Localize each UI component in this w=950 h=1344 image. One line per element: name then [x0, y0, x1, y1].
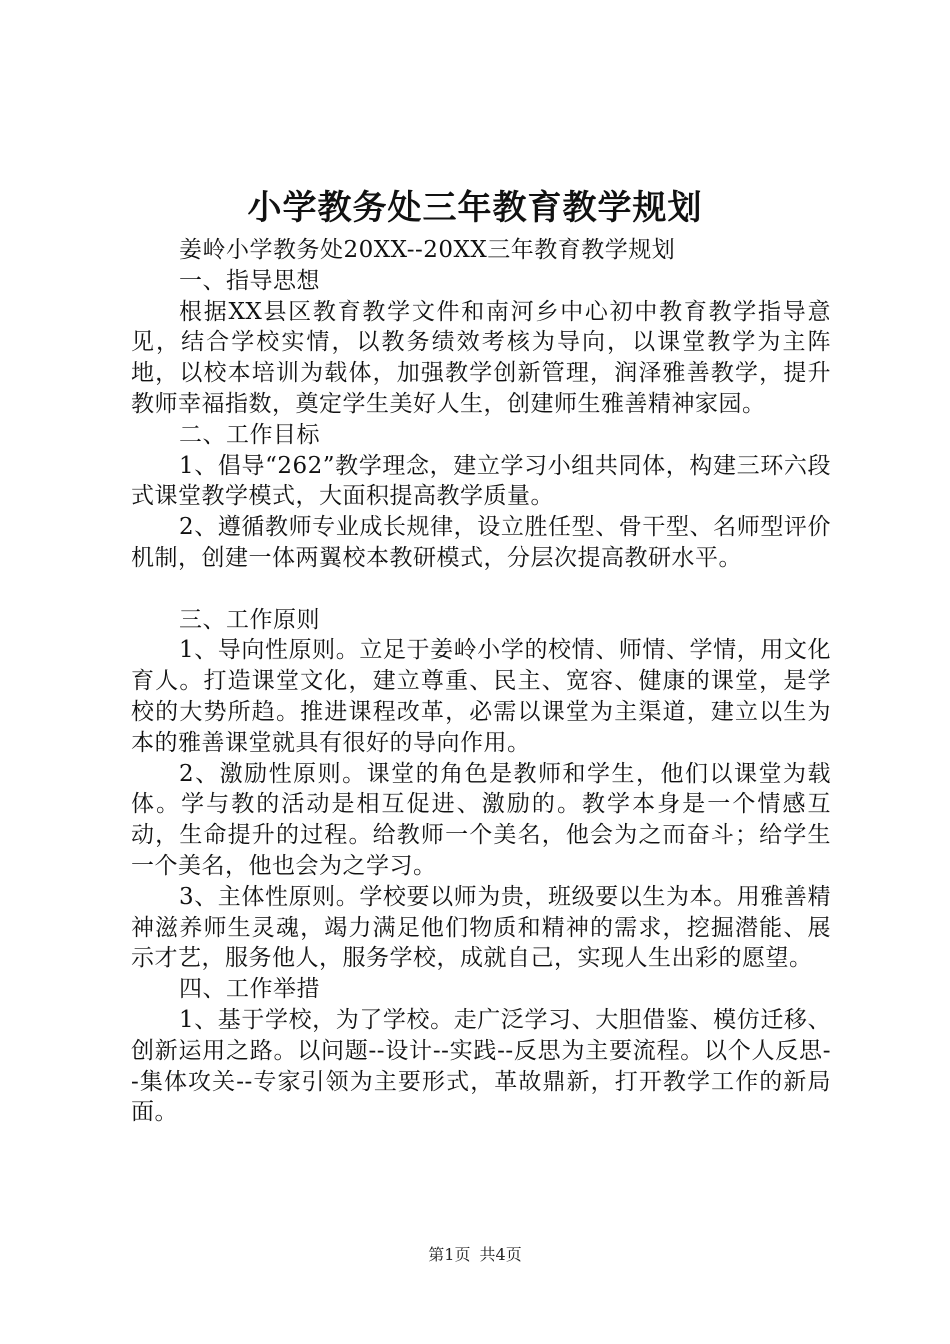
section-heading-measures: 四、工作举措: [179, 976, 320, 1003]
document-title: 小学教务处三年教育教学规划: [247, 188, 703, 228]
paragraph-guiding: 根据XX县区教育教学文件和南河乡中心初中教育教学指导意见，结合学校实情，以教务绩效考核为导向，以课堂教学为主阵地，以校本培训为载体，加强教学创新管理，润泽雅善教学，提升教师幸福指数，奠定学生美好人生，创建师生雅善精神家园。: [131, 298, 831, 417]
page-footer: [0, 1243, 950, 1267]
blank-line: [131, 574, 831, 605]
paragraph-measure-1: 1、基于学校，为了学校。走广泛学习、大胆借鉴、模仿迁移、创新运用之路。以问题--设计--实践--反思为主要流程。以个人反思--集体攻关--专家引领为主要形式，革故鼎新，打开教学工作的新局面。: [131, 1006, 831, 1126]
paragraph-principle-3: 3、主体性原则。学校要以师为贵，班级要以生为本。用雅善精神滋养师生灵魂，竭力满足他们物质和精神的需求，挖掘潜能、展示才艺，服务他人，服务学校，成就自己，实现人生出彩的愿望。: [131, 883, 831, 972]
section-heading-guiding: 一、指导思想: [179, 267, 320, 294]
section-heading-principles: 三、工作原则: [179, 606, 320, 633]
paragraph-principle-1: 1、导向性原则。立足于姜岭小学的校情、师情、学情，用文化育人。打造课堂文化，建立尊重、民主、宽容、健康的课堂，是学校的大势所趋。推进课程改革，必需以课堂为主渠道，建立以生为本的雅善课堂就具有很好的导向作用。: [131, 637, 831, 756]
page-total: 共4页: [479, 1245, 522, 1264]
page-number: 第1页: [428, 1245, 471, 1264]
paragraph-goal-1: 1、倡导“262”教学理念，建立学习小组共同体，构建三环六段式课堂教学模式，大面积提高教学质量。: [131, 452, 831, 510]
section-heading-goals: 二、工作目标: [179, 421, 320, 448]
document-body: [131, 235, 831, 1128]
subtitle: 姜岭小学教务处20XX--20XX三年教育教学规划: [179, 237, 676, 263]
paragraph-principle-2: 2、激励性原则。课堂的角色是教师和学生，他们以课堂为载体。学与教的活动是相互促进、激励的。教学本身是一个情感互动，生命提升的过程。给教师一个美名，他会为之而奋斗；给学生一个美名，他也会为之学习。: [131, 760, 831, 879]
paragraph-goal-2: 2、遵循教师专业成长规律，设立胜任型、骨干型、名师型评价机制，创建一体两翼校本教研模式，分层次提高教研水平。: [131, 514, 831, 571]
